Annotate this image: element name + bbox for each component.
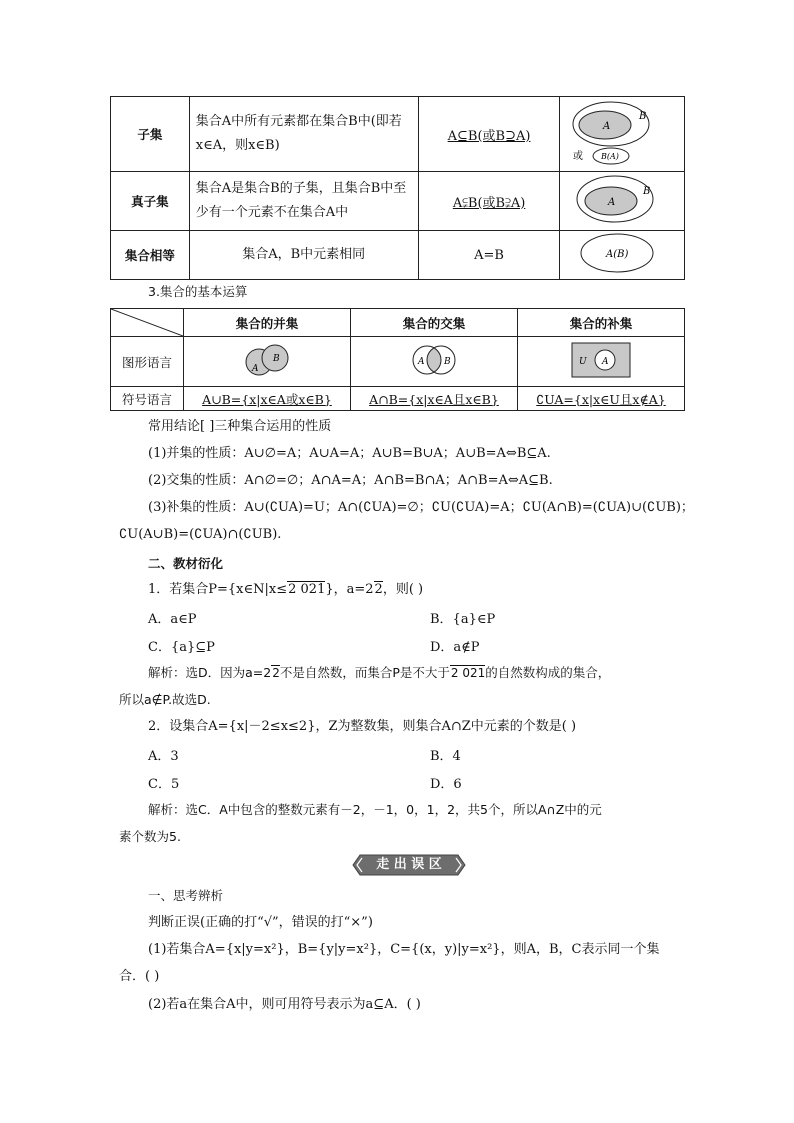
conclusion-line-3: (3)补集的性质：A∪(∁UA)=U；A∩(∁UA)=∅；∁U(∁UA)=A；∁U(A∩B)=(∁UA)∪(∁UB)； (148, 500, 694, 515)
conclusion-line-1: (1)并集的性质：A∪∅=A；A∪A=A；A∪B=B∪A；A∪B=A⇔B⊆A. (148, 446, 551, 461)
row-symbol: A=B (418, 231, 560, 280)
intersection-figure-cell (350, 337, 517, 387)
equal-sets-figure-cell (560, 231, 685, 280)
sqrt-2: 2 (272, 666, 280, 680)
row-description: 集合A中所有元素都在集合B中(即若x∈A，则x∈B) (189, 97, 418, 172)
section-banner (352, 854, 466, 876)
diagonal-line (111, 309, 183, 336)
row-symbol (418, 97, 560, 172)
label-a: A (603, 121, 611, 132)
stem-part: }，a=2 (325, 582, 374, 597)
label-a-b: A(B) (606, 249, 629, 260)
section-2-title: 二、教材衍化 (148, 556, 224, 571)
q1-solution-line-1 (148, 664, 610, 682)
question-1-stem (148, 581, 423, 599)
row-header-symbol: 符号语言 (111, 387, 184, 411)
proper-subset-venn-diagram (567, 172, 677, 226)
stem-part: ，则( ) (382, 582, 424, 597)
sqrt-2021: 2 021 (450, 666, 486, 680)
solution-part: 的自然数构成的集合， (485, 665, 611, 680)
symbol-text: A⫋B(或B⫌A) (452, 195, 526, 211)
label-b: B (643, 186, 651, 197)
conclusion-line-2: (2)交集的性质：A∩∅=∅；A∩A=A；A∩B=B∩A；A∩B=A⇔A⊆B. (148, 473, 553, 488)
col-header-complement: 集合的补集 (518, 309, 685, 337)
symbol-text: A∩B={x|x∈A且x∈B} (369, 391, 499, 407)
label-b: B (639, 111, 647, 122)
q2-solution-line-1: 解析：选C．A中包含的整数元素有－2，－1，0，1，2，共5个，所以A∩Z中的元 (148, 802, 602, 817)
q2-solution-line-2: 素个数为5. (119, 829, 181, 844)
q2-option-b: B．4 (430, 749, 461, 764)
row-header: 真子集 (111, 172, 190, 231)
subset-figure-cell (560, 97, 685, 172)
section-3-title: 3.集合的基本运算 (148, 284, 248, 299)
section-1-title: 一、思考辨析 (148, 888, 224, 903)
row-description: 集合A，B中元素相同 (189, 231, 418, 280)
symbol-text: A∪B={x|x∈A或x∈B} (202, 391, 332, 407)
col-header-union: 集合的并集 (184, 309, 351, 337)
judge-1-line-2: 合．( ) (119, 969, 160, 984)
union-symbol (184, 387, 351, 411)
label-a: A (608, 197, 616, 208)
table-row (111, 172, 685, 231)
table-row (111, 309, 685, 337)
sqrt-2021: 2 021 (288, 582, 326, 597)
conclusion-line-4: ∁U(A∪B)=(∁UA)∩(∁UB). (119, 527, 282, 542)
label-b-a: B(A) (601, 152, 620, 161)
subset-venn-diagram (567, 97, 677, 167)
q1-option-c: C．{a}⊆P (148, 640, 215, 655)
symbol-text: A⊆B(或B⊇A) (447, 128, 531, 144)
solution-part: 不是自然数，而集合P是不大于 (279, 665, 450, 680)
row-header: 集合相等 (111, 231, 190, 280)
q2-option-c: C．5 (148, 777, 180, 792)
table-row (111, 337, 685, 387)
table-row (111, 387, 685, 411)
q2-option-d: D．6 (430, 777, 462, 792)
q2-option-a: A．3 (148, 749, 179, 764)
diagonal-header-cell (111, 309, 184, 337)
banner-text: 走 出 误 区 (376, 857, 442, 872)
equal-sets-venn-diagram (567, 231, 677, 275)
label-b: B (272, 354, 280, 364)
q1-option-d: D．a∉P (430, 640, 480, 655)
q1-option-b: B．{a}∈P (430, 612, 496, 627)
set-operations-table (110, 308, 685, 411)
col-header-intersection: 集合的交集 (350, 309, 517, 337)
label-a: A (251, 364, 259, 374)
label-b: B (443, 357, 451, 367)
label-or: 或 (573, 151, 584, 162)
stem-part: 1．若集合P={x∈N|x≤ (148, 582, 288, 597)
union-venn-diagram (237, 340, 297, 380)
question-2-stem: 2．设集合A={x|－2≤x≤2}，Z为整数集，则集合A∩Z中元素的个数是( ) (148, 719, 577, 734)
symbol-text: ∁UA={x|x∈U且x∉A} (536, 391, 666, 407)
judge-1-line-1: (1)若集合A={x|y=x²}，B={y|y=x²}，C={(x，y)|y=x²}，则A，B，C表示同一个集 (148, 942, 660, 957)
complement-figure-cell (518, 337, 685, 387)
union-figure-cell (184, 337, 351, 387)
intersection-venn-diagram (399, 340, 469, 380)
solution-part: 解析：选D．因为a=2 (148, 665, 272, 680)
row-header: 子集 (111, 97, 190, 172)
complement-venn-diagram (569, 340, 633, 380)
label-u: U (579, 357, 587, 367)
intersection-symbol (350, 387, 517, 411)
complement-symbol (518, 387, 685, 411)
label-a: A (602, 357, 609, 367)
row-description: 集合A是集合B的子集，且集合B中至少有一个元素不在集合A中 (189, 172, 418, 231)
label-a: A (417, 357, 425, 367)
q1-solution-line-2: 所以a∉P.故选D. (119, 692, 211, 707)
judge-2: (2)若a在集合A中，则可用符号表示为a⊆A．( ) (148, 997, 421, 1012)
row-header-graph: 图形语言 (111, 337, 184, 387)
judge-intro: 判断正误(正确的打“√”，错误的打“×”) (148, 915, 373, 930)
proper-subset-figure-cell (560, 172, 685, 231)
table-row (111, 231, 685, 280)
q1-option-a: A．a∈P (148, 612, 197, 627)
table-row (111, 97, 685, 172)
sqrt-2: 2 (374, 582, 383, 597)
conclusions-title: 常用结论[ ]三种集合运用的性质 (148, 419, 332, 434)
set-relations-table (110, 96, 685, 280)
row-symbol (418, 172, 560, 231)
